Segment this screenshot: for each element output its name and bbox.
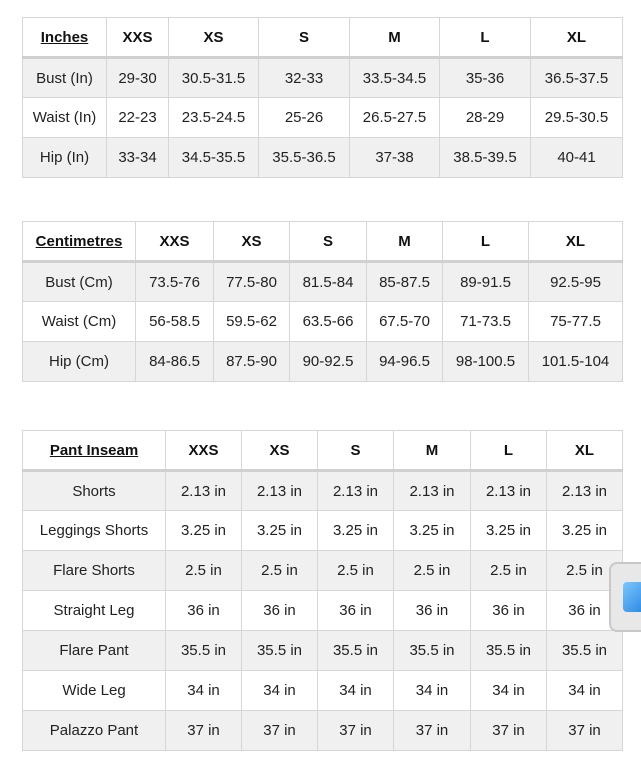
table-cell: 29-30 [107, 58, 169, 98]
table-cell: 90-92.5 [290, 342, 367, 382]
table-cell: 34 in [547, 671, 623, 711]
row-label: Waist (Cm) [23, 302, 136, 342]
table-cell: 3.25 in [242, 511, 318, 551]
table-header-row [23, 18, 623, 58]
table-header-row [23, 431, 623, 471]
size-heading-xs: XS [214, 222, 290, 262]
table-cell: 35.5 in [318, 631, 394, 671]
table-cell: 35.5 in [394, 631, 471, 671]
table-cell: 2.5 in [547, 551, 623, 591]
unit-heading: Pant Inseam [23, 431, 166, 471]
table-cell: 71-73.5 [443, 302, 529, 342]
pant-inseam-table [22, 430, 623, 751]
table-row [23, 471, 623, 511]
table-cell: 2.5 in [242, 551, 318, 591]
table-cell: 33-34 [107, 138, 169, 178]
table-cell: 92.5-95 [529, 262, 623, 302]
size-heading-xxs: XXS [136, 222, 214, 262]
size-heading-s: S [318, 431, 394, 471]
row-label: Leggings Shorts [23, 511, 166, 551]
table-row [23, 511, 623, 551]
size-heading-xl: XL [547, 431, 623, 471]
table-row [23, 342, 623, 382]
row-label: Wide Leg [23, 671, 166, 711]
table-cell: 34.5-35.5 [169, 138, 259, 178]
table-cell: 37 in [547, 711, 623, 751]
table-cell: 2.5 in [318, 551, 394, 591]
table-header-row [23, 222, 623, 262]
table-cell: 2.13 in [471, 471, 547, 511]
table-cell: 35-36 [440, 58, 531, 98]
table-cell: 34 in [318, 671, 394, 711]
table-row [23, 631, 623, 671]
table-cell: 3.25 in [318, 511, 394, 551]
table-cell: 34 in [394, 671, 471, 711]
table-cell: 25-26 [259, 98, 350, 138]
size-heading-xl: XL [531, 18, 623, 58]
size-heading-l: L [443, 222, 529, 262]
table-cell: 94-96.5 [367, 342, 443, 382]
table-row [23, 302, 623, 342]
table-cell: 28-29 [440, 98, 531, 138]
inches-size-table [22, 17, 623, 178]
table-cell: 77.5-80 [214, 262, 290, 302]
unit-heading: Inches [23, 18, 107, 58]
table-cell: 3.25 in [166, 511, 242, 551]
chat-widget-button[interactable] [609, 562, 641, 632]
table-cell: 38.5-39.5 [440, 138, 531, 178]
table-cell: 37 in [394, 711, 471, 751]
table-cell: 32-33 [259, 58, 350, 98]
row-label: Hip (In) [23, 138, 107, 178]
table-cell: 2.13 in [547, 471, 623, 511]
table-cell: 35.5 in [547, 631, 623, 671]
table-cell: 40-41 [531, 138, 623, 178]
table-row [23, 262, 623, 302]
size-heading-m: M [367, 222, 443, 262]
table-cell: 34 in [242, 671, 318, 711]
table-cell: 56-58.5 [136, 302, 214, 342]
table-cell: 2.5 in [394, 551, 471, 591]
size-heading-m: M [350, 18, 440, 58]
table-row [23, 591, 623, 631]
size-heading-l: L [471, 431, 547, 471]
row-label: Flare Shorts [23, 551, 166, 591]
table-cell: 2.13 in [242, 471, 318, 511]
table-cell: 67.5-70 [367, 302, 443, 342]
table-cell: 37 in [318, 711, 394, 751]
table-cell: 85-87.5 [367, 262, 443, 302]
table-cell: 89-91.5 [443, 262, 529, 302]
chat-widget-icon [623, 582, 641, 612]
table-cell: 84-86.5 [136, 342, 214, 382]
table-cell: 2.5 in [166, 551, 242, 591]
table-row [23, 138, 623, 178]
table-cell: 36.5-37.5 [531, 58, 623, 98]
table-cell: 36 in [471, 591, 547, 631]
table-cell: 36 in [166, 591, 242, 631]
centimetres-size-table [22, 221, 623, 382]
size-heading-xxs: XXS [166, 431, 242, 471]
table-cell: 98-100.5 [443, 342, 529, 382]
table-cell: 35.5 in [166, 631, 242, 671]
table-cell: 29.5-30.5 [531, 98, 623, 138]
size-heading-xxs: XXS [107, 18, 169, 58]
table-cell: 3.25 in [547, 511, 623, 551]
size-heading-m: M [394, 431, 471, 471]
table-cell: 59.5-62 [214, 302, 290, 342]
table-row [23, 58, 623, 98]
table-cell: 30.5-31.5 [169, 58, 259, 98]
table-row [23, 711, 623, 751]
table-cell: 36 in [547, 591, 623, 631]
row-label: Waist (In) [23, 98, 107, 138]
table-cell: 22-23 [107, 98, 169, 138]
table-cell: 23.5-24.5 [169, 98, 259, 138]
table-cell: 34 in [471, 671, 547, 711]
table-cell: 2.13 in [318, 471, 394, 511]
table-cell: 33.5-34.5 [350, 58, 440, 98]
table-cell: 101.5-104 [529, 342, 623, 382]
table-cell: 2.5 in [471, 551, 547, 591]
table-cell: 2.13 in [166, 471, 242, 511]
table-cell: 35.5-36.5 [259, 138, 350, 178]
size-heading-xl: XL [529, 222, 623, 262]
row-label: Palazzo Pant [23, 711, 166, 751]
size-heading-s: S [290, 222, 367, 262]
unit-heading: Centimetres [23, 222, 136, 262]
table-cell: 26.5-27.5 [350, 98, 440, 138]
table-row [23, 98, 623, 138]
table-cell: 37-38 [350, 138, 440, 178]
row-label: Bust (In) [23, 58, 107, 98]
row-label: Hip (Cm) [23, 342, 136, 382]
table-row [23, 671, 623, 711]
row-label: Straight Leg [23, 591, 166, 631]
size-heading-l: L [440, 18, 531, 58]
table-cell: 3.25 in [394, 511, 471, 551]
table-cell: 3.25 in [471, 511, 547, 551]
table-cell: 37 in [242, 711, 318, 751]
size-heading-xs: XS [169, 18, 259, 58]
table-cell: 87.5-90 [214, 342, 290, 382]
size-heading-s: S [259, 18, 350, 58]
table-cell: 73.5-76 [136, 262, 214, 302]
table-cell: 36 in [394, 591, 471, 631]
table-cell: 36 in [318, 591, 394, 631]
table-cell: 81.5-84 [290, 262, 367, 302]
size-heading-xs: XS [242, 431, 318, 471]
table-cell: 34 in [166, 671, 242, 711]
row-label: Bust (Cm) [23, 262, 136, 302]
table-cell: 35.5 in [471, 631, 547, 671]
row-label: Shorts [23, 471, 166, 511]
table-cell: 37 in [471, 711, 547, 751]
table-cell: 2.13 in [394, 471, 471, 511]
table-cell: 37 in [166, 711, 242, 751]
table-cell: 36 in [242, 591, 318, 631]
row-label: Flare Pant [23, 631, 166, 671]
table-cell: 75-77.5 [529, 302, 623, 342]
table-cell: 35.5 in [242, 631, 318, 671]
table-cell: 63.5-66 [290, 302, 367, 342]
table-row [23, 551, 623, 591]
